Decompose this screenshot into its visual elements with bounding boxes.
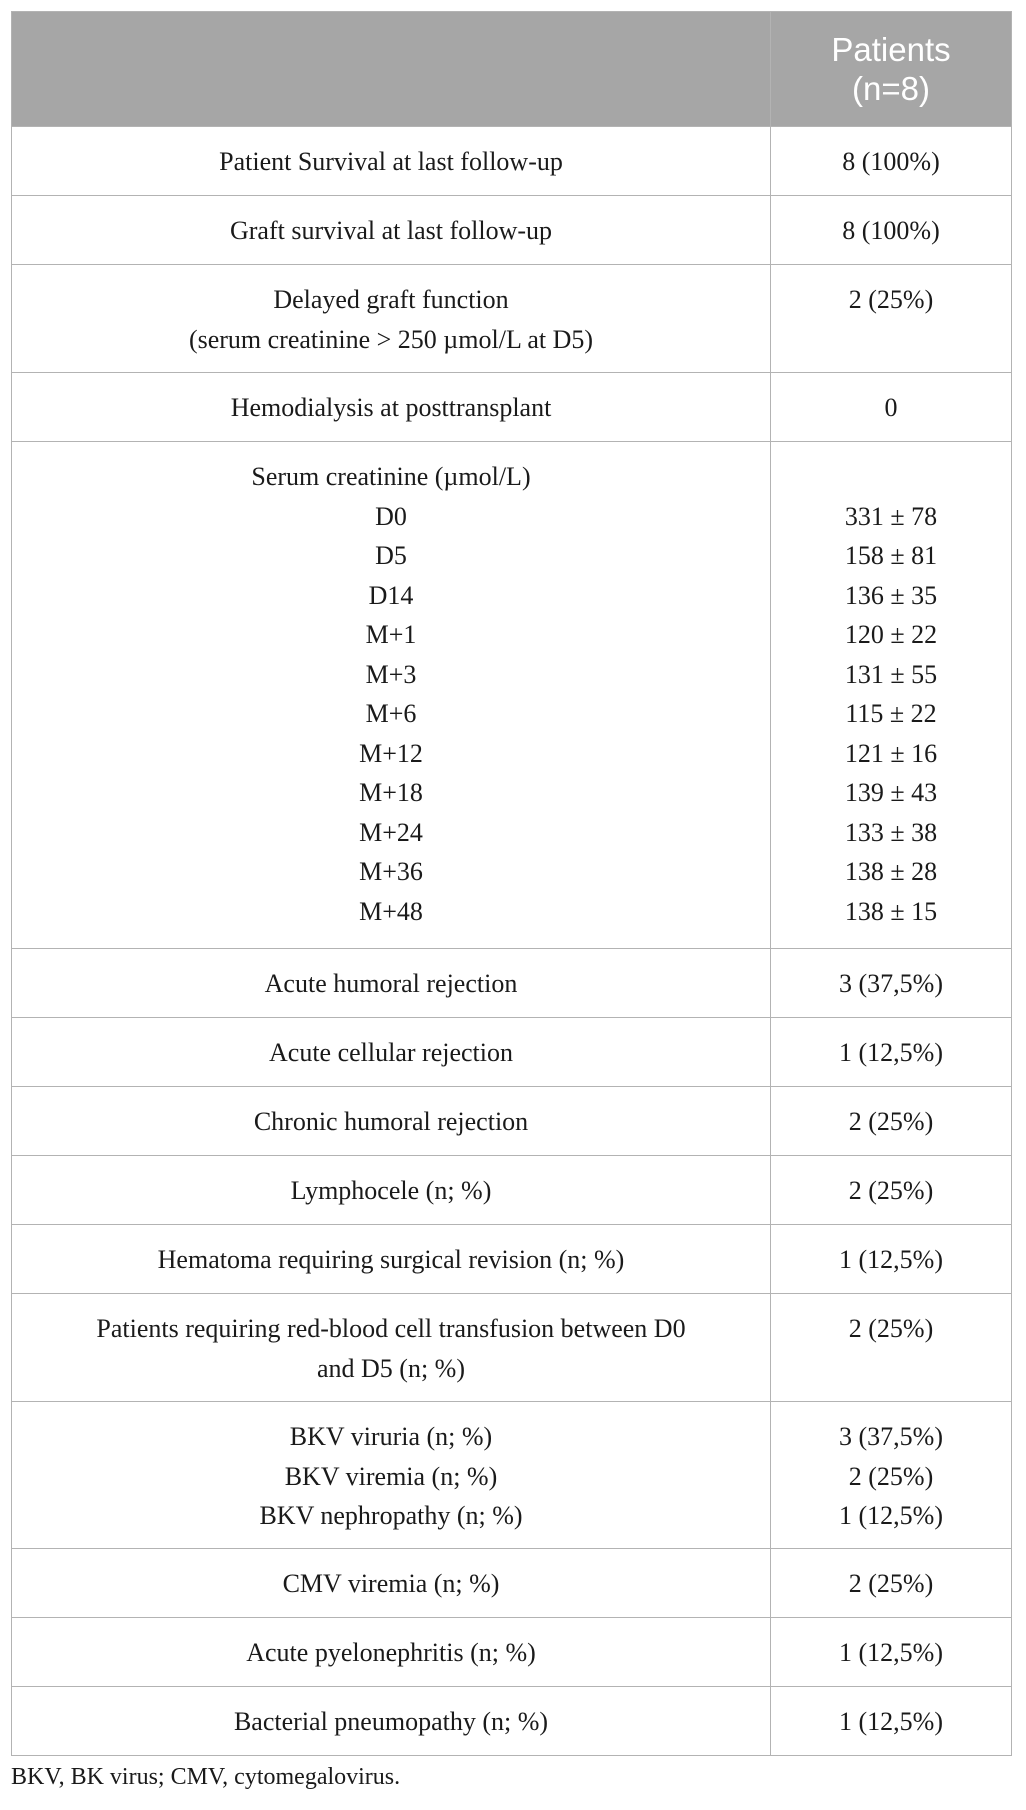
row-label: Hemodialysis at posttransplant — [230, 393, 552, 422]
timepoint-label: D0 — [375, 501, 407, 531]
timepoint-label: M+48 — [359, 896, 423, 926]
row-value: 8 (100%) — [842, 216, 940, 245]
timepoint-value: 120 ± 22 — [844, 620, 938, 649]
timepoint-value: 133 ± 38 — [844, 817, 938, 847]
row-value: 1 (12,5%) — [839, 1245, 943, 1274]
timepoint-value: 138 ± 15 — [844, 896, 938, 926]
timepoint-value: 138 ± 28 — [844, 857, 938, 886]
table-row — [12, 1549, 1012, 1618]
table-row-serum-creatinine — [12, 442, 1012, 949]
row-label-cell — [12, 127, 771, 196]
row-value: 2 (25%) — [848, 1461, 934, 1491]
table-row — [12, 1018, 1012, 1087]
header-label-cell — [12, 12, 771, 127]
row-value: 2 (25%) — [848, 1176, 934, 1205]
timepoint-value: 139 ± 43 — [844, 778, 938, 807]
row-label: Lymphocele (n; %) — [290, 1176, 492, 1205]
row-label-cell — [12, 442, 771, 949]
timepoint-label: M+24 — [359, 817, 423, 847]
row-value-cell — [771, 1294, 1012, 1402]
row-label: Acute pyelonephritis (n; %) — [246, 1638, 536, 1667]
row-value-cell — [771, 265, 1012, 373]
table-row — [12, 1087, 1012, 1156]
row-label-cell — [12, 373, 771, 442]
table-row-bkv — [12, 1402, 1012, 1549]
table-row — [12, 1294, 1012, 1402]
row-value: 1 (12,5%) — [839, 1038, 943, 1067]
row-value-cell — [771, 442, 1012, 949]
timepoint-label: M+18 — [359, 778, 423, 807]
row-value-cell — [771, 949, 1012, 1018]
row-label-cell — [12, 1018, 771, 1087]
row-label-cell — [12, 1618, 771, 1687]
row-label-cell — [12, 1402, 771, 1549]
row-value-cell — [771, 1549, 1012, 1618]
row-label: Acute cellular rejection — [269, 1038, 513, 1067]
row-label-cell — [12, 1294, 771, 1402]
timepoint-value: 158 ± 81 — [844, 541, 938, 570]
row-label: Acute humoral rejection — [264, 969, 518, 998]
row-value-cell — [771, 1225, 1012, 1294]
row-label: BKV viremia (n; %) — [284, 1461, 498, 1491]
row-value-cell — [771, 1402, 1012, 1549]
row-value: 2 (25%) — [848, 285, 934, 314]
row-value: 2 (25%) — [848, 1314, 934, 1343]
row-value: 1 (12,5%) — [839, 1638, 943, 1667]
timepoint-label: M+36 — [359, 857, 423, 886]
timepoint-value: 331 ± 78 — [844, 501, 938, 531]
row-value-cell — [771, 1618, 1012, 1687]
row-value-cell — [771, 127, 1012, 196]
table-row — [12, 265, 1012, 373]
row-label-note: (serum creatinine > 250 µmol/L at D5) — [188, 324, 594, 354]
row-value-cell — [771, 373, 1012, 442]
table-row — [12, 196, 1012, 265]
row-label: Bacterial pneumopathy (n; %) — [233, 1707, 549, 1736]
header-patients-title: Patients — [831, 31, 951, 68]
table-row — [12, 1618, 1012, 1687]
row-value: 3 (37,5%) — [839, 1422, 943, 1451]
row-value: 1 (12,5%) — [839, 1501, 943, 1530]
table-row — [12, 1225, 1012, 1294]
row-label-cell — [12, 1156, 771, 1225]
table-row — [12, 1687, 1012, 1756]
table-header-row — [12, 12, 1012, 127]
header-patients-cell — [771, 12, 1012, 127]
row-label: Patients requiring red-blood cell transfusion between D0 — [96, 1314, 686, 1343]
row-value: 2 (25%) — [848, 1569, 934, 1598]
row-label-cell — [12, 1549, 771, 1618]
row-label-cell — [12, 949, 771, 1018]
row-value: 8 (100%) — [842, 147, 940, 176]
row-value-cell — [771, 1156, 1012, 1225]
timepoint-value: 131 ± 55 — [844, 659, 938, 689]
table-row — [12, 1156, 1012, 1225]
table-row — [12, 373, 1012, 442]
row-label: BKV viruria (n; %) — [289, 1422, 493, 1451]
row-value: 0 — [884, 393, 898, 422]
row-value-blank — [781, 457, 1001, 497]
timepoint-value: 121 ± 16 — [844, 738, 938, 768]
row-label: Graft survival at last follow-up — [229, 216, 553, 245]
row-label: Serum creatinine (µmol/L) — [251, 462, 531, 491]
row-label: BKV nephropathy (n; %) — [259, 1501, 523, 1530]
timepoint-value: 115 ± 22 — [845, 699, 937, 728]
timepoint-label: M+1 — [365, 620, 417, 649]
row-value-cell — [771, 1687, 1012, 1756]
timepoint-label: M+12 — [359, 738, 423, 768]
row-label-cell — [12, 196, 771, 265]
row-value-cell — [771, 1087, 1012, 1156]
row-label-cell — [12, 1687, 771, 1756]
header-patients-count: (n=8) — [852, 70, 930, 107]
row-label-continued: and D5 (n; %) — [316, 1353, 465, 1383]
timepoint-value: 136 ± 35 — [844, 580, 938, 610]
table-row — [12, 949, 1012, 1018]
row-value-cell — [771, 1018, 1012, 1087]
row-label: Chronic humoral rejection — [253, 1107, 529, 1136]
row-label: Delayed graft function — [273, 285, 509, 314]
row-value: 3 (37,5%) — [839, 969, 943, 998]
row-label-cell — [12, 1087, 771, 1156]
timepoint-label: D14 — [368, 580, 414, 610]
row-value-cell — [771, 196, 1012, 265]
row-label: Hematoma requiring surgical revision (n; %) — [157, 1245, 625, 1274]
table-row — [12, 127, 1012, 196]
table-footnote: BKV, BK virus; CMV, cytomegalovirus. — [11, 1764, 401, 1790]
outcomes-table — [11, 11, 1012, 1756]
row-label-cell — [12, 265, 771, 373]
timepoint-label: D5 — [375, 541, 407, 570]
row-label: Patient Survival at last follow-up — [219, 147, 563, 176]
row-value: 1 (12,5%) — [839, 1707, 943, 1736]
timepoint-label: M+6 — [365, 699, 417, 728]
row-label: CMV viremia (n; %) — [282, 1569, 500, 1598]
row-value: 2 (25%) — [848, 1107, 934, 1136]
row-label-cell — [12, 1225, 771, 1294]
timepoint-label: M+3 — [365, 659, 417, 689]
